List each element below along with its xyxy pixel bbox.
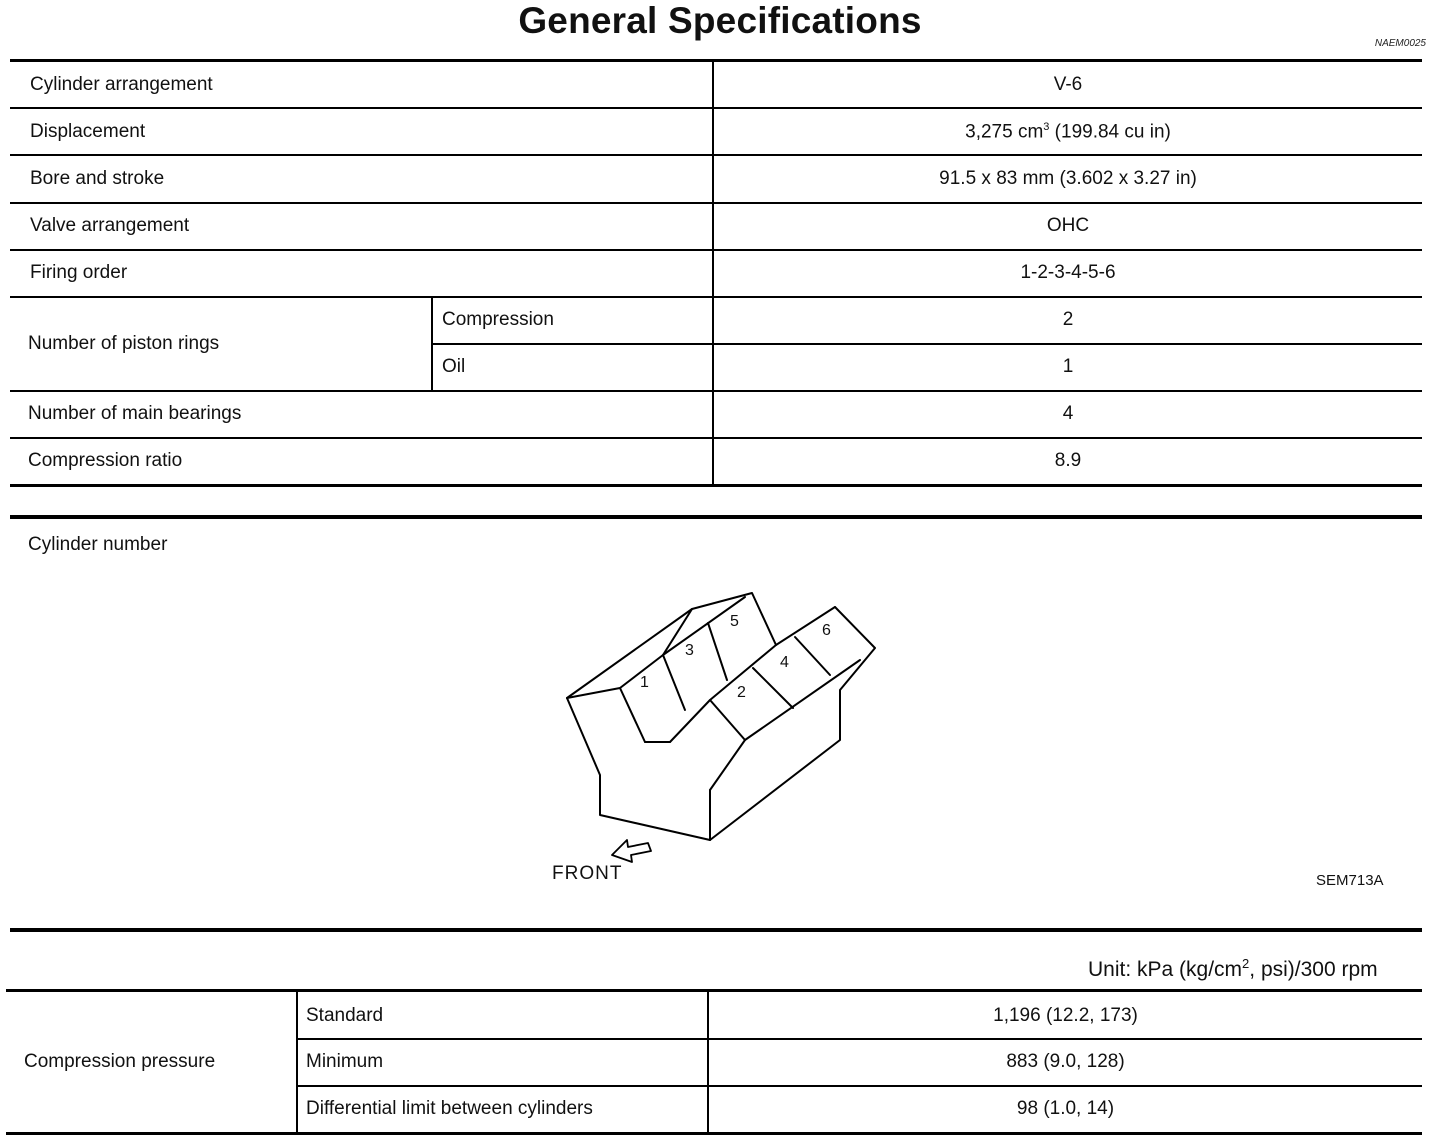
spec-label: Firing order (30, 262, 128, 283)
front-arrow (612, 840, 651, 862)
valley-line (670, 607, 835, 742)
table-top-rule (10, 928, 1422, 932)
spec-label: Number of piston rings (28, 333, 220, 354)
pressure-row-value: 98 (1.0, 14) (1016, 1098, 1115, 1119)
row-divider (10, 390, 1422, 392)
cylinder-number-label: Cylinder number (28, 534, 168, 555)
left-bank-front-edge (620, 688, 645, 742)
spec-label: Bore and stroke (30, 168, 165, 189)
row-divider (10, 296, 1422, 298)
spec-value: 4 (1062, 403, 1074, 424)
block-left-edge (567, 698, 710, 840)
unit-suffix: , psi)/300 rpm (1249, 958, 1378, 981)
row-divider (10, 437, 1422, 439)
column-divider (296, 991, 298, 1133)
cylinder-number-2: 2 (737, 684, 746, 701)
row-divider (298, 1085, 1422, 1087)
section-top-rule (10, 515, 1422, 519)
row-divider (10, 202, 1422, 204)
pressure-row-label: Differential limit between cylinders (306, 1098, 593, 1119)
page-title: General Specifications (518, 0, 922, 41)
spec-label: Displacement (30, 121, 146, 142)
spec-value: 1 (1062, 356, 1074, 377)
cylinder-number-6: 6 (822, 622, 831, 639)
pressure-row-value: 883 (9.0, 128) (1006, 1051, 1125, 1072)
spec-value: 8.9 (1054, 450, 1082, 471)
right-bank-outline (710, 607, 875, 840)
spec-label: Compression ratio (28, 450, 183, 471)
table-top-rule (10, 59, 1422, 62)
unit-superscript: 2 (1242, 956, 1250, 971)
spec-value: V-6 (1053, 74, 1083, 95)
cylinder-divider (663, 655, 685, 710)
pressure-row-label: Standard (306, 1005, 384, 1026)
cylinder-number-5: 5 (730, 613, 739, 630)
v6-engine-block-illustration (540, 580, 900, 870)
figure-code: SEM713A (1316, 872, 1384, 889)
row-divider (432, 343, 1422, 345)
unit-label (1088, 956, 1378, 982)
spec-sub-label: Oil (442, 356, 466, 377)
row-divider (10, 154, 1422, 156)
row-divider (10, 107, 1422, 109)
spec-label: Valve arrangement (30, 215, 190, 236)
table-bottom-rule (10, 484, 1422, 487)
table-bottom-rule (6, 1132, 1422, 1135)
spec-label: Cylinder arrangement (30, 74, 213, 95)
cylinder-divider (795, 637, 830, 675)
spec-value: 91.5 x 83 mm (3.602 x 3.27 in) (939, 168, 1197, 189)
spec-value: 2 (1062, 309, 1074, 330)
spec-value (714, 121, 1422, 143)
table-header-rule (6, 989, 1422, 992)
column-divider (431, 297, 433, 391)
spec-value: 1-2-3-4-5-6 (1020, 262, 1116, 283)
spec-value-main: 3,275 cm (965, 121, 1044, 143)
compression-pressure-label: Compression pressure (24, 1051, 216, 1072)
document-code: NAEM0025 (1374, 38, 1426, 49)
row-divider (10, 249, 1422, 251)
spec-label: Number of main bearings (28, 403, 242, 424)
spec-value: OHC (1046, 215, 1090, 236)
cylinder-divider (708, 623, 727, 680)
spec-value-rest: (199.84 cu in) (1049, 121, 1171, 143)
right-bank-front-edge (710, 740, 745, 790)
spec-sub-label: Compression (442, 309, 554, 330)
pressure-row-label: Minimum (306, 1051, 384, 1072)
cylinder-number-4: 4 (780, 654, 789, 671)
cylinder-number-3: 3 (685, 642, 694, 659)
left-bank-top (567, 593, 776, 698)
spec-value-superscript: 3 (1043, 121, 1050, 133)
row-divider (298, 1038, 1422, 1040)
pressure-row-value: 1,196 (12.2, 173) (993, 1005, 1138, 1026)
unit-prefix: Unit: kPa (kg/cm (1088, 958, 1243, 981)
cylinder-number-1: 1 (640, 674, 649, 691)
front-label: FRONT (552, 863, 623, 884)
cylinder-divider (753, 668, 793, 708)
